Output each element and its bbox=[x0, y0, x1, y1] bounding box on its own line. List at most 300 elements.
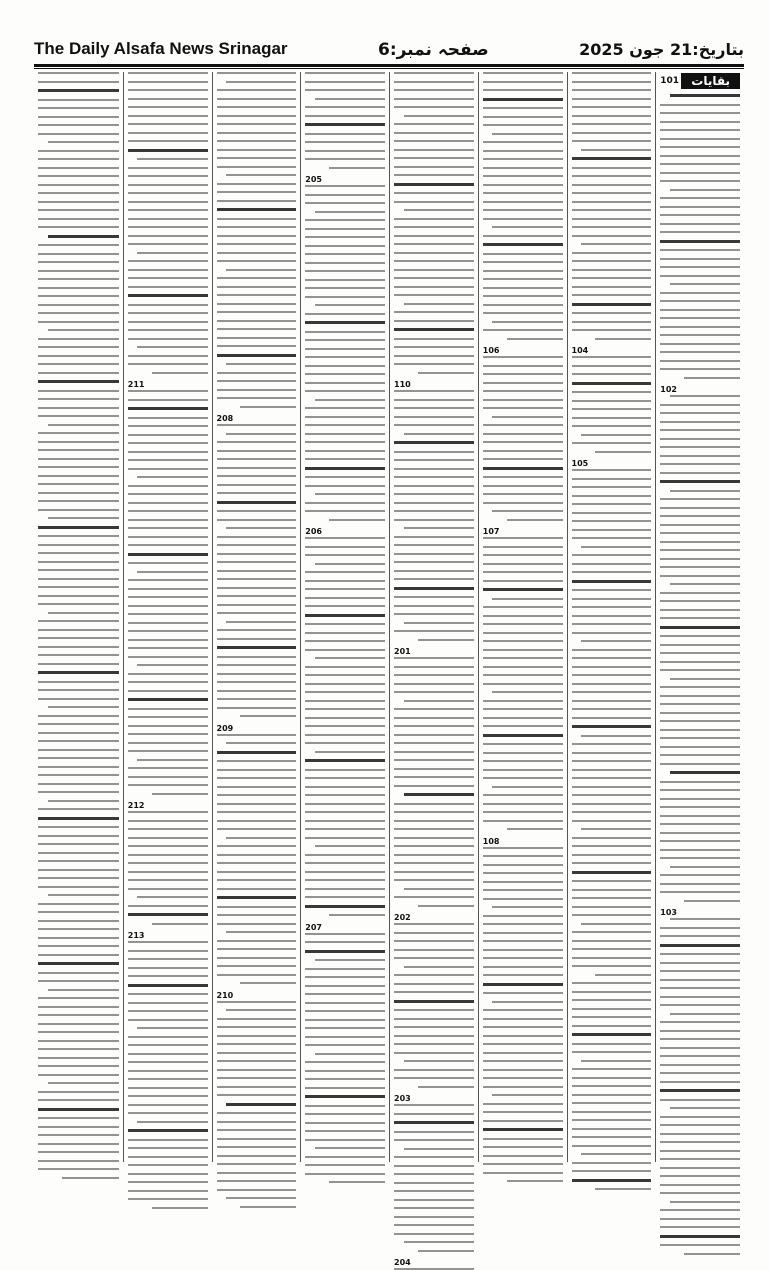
text-line bbox=[483, 898, 563, 900]
text-line bbox=[394, 363, 474, 365]
text-line bbox=[670, 283, 740, 285]
text-line bbox=[572, 674, 652, 676]
text-line bbox=[128, 975, 208, 977]
text-line bbox=[670, 189, 740, 191]
text-line bbox=[394, 1207, 474, 1209]
text-line bbox=[305, 1130, 385, 1132]
text-line bbox=[483, 820, 563, 822]
text-line bbox=[670, 678, 740, 680]
text-line bbox=[38, 1108, 119, 1111]
text-line bbox=[38, 962, 119, 965]
text-line bbox=[217, 888, 297, 890]
text-line bbox=[305, 150, 385, 152]
text-line bbox=[217, 1146, 297, 1148]
text-line bbox=[305, 1019, 385, 1021]
text-line bbox=[394, 776, 474, 778]
text-line bbox=[394, 311, 474, 313]
text-line bbox=[572, 769, 652, 771]
text-column bbox=[212, 72, 301, 1162]
text-line bbox=[217, 820, 297, 822]
text-line bbox=[394, 106, 474, 108]
text-line bbox=[483, 563, 563, 565]
text-line bbox=[394, 803, 474, 805]
text-line bbox=[38, 116, 119, 118]
text-line bbox=[660, 412, 740, 414]
text-line bbox=[128, 510, 208, 512]
text-line bbox=[217, 1001, 297, 1003]
text-line bbox=[305, 356, 385, 358]
text-line bbox=[128, 1181, 208, 1183]
text-line bbox=[217, 1180, 297, 1182]
text-line bbox=[660, 309, 740, 311]
text-line bbox=[660, 138, 740, 140]
text-line bbox=[128, 784, 208, 786]
text-line bbox=[483, 107, 563, 109]
text-line bbox=[128, 434, 208, 436]
text-line bbox=[38, 1126, 119, 1128]
text-line bbox=[483, 606, 563, 608]
text-line bbox=[128, 681, 208, 683]
text-line bbox=[394, 252, 474, 254]
text-line bbox=[62, 1177, 119, 1179]
text-line bbox=[38, 312, 119, 314]
text-line bbox=[572, 725, 652, 728]
text-line bbox=[128, 468, 208, 470]
text-line bbox=[38, 595, 119, 597]
text-line bbox=[128, 544, 208, 546]
text-line bbox=[572, 666, 652, 668]
text-line bbox=[483, 89, 563, 91]
text-line bbox=[483, 1120, 563, 1122]
text-line bbox=[572, 425, 652, 427]
text-line bbox=[217, 1026, 297, 1028]
text-line bbox=[572, 1077, 652, 1079]
text-line bbox=[572, 683, 652, 685]
text-line bbox=[128, 1036, 208, 1038]
text-line bbox=[394, 536, 474, 538]
text-line bbox=[305, 725, 385, 727]
text-line bbox=[595, 1188, 651, 1190]
text-line bbox=[394, 932, 474, 934]
text-line bbox=[394, 72, 474, 74]
text-line bbox=[217, 646, 297, 649]
text-line bbox=[305, 339, 385, 341]
text-line bbox=[128, 656, 208, 658]
text-line bbox=[128, 1019, 208, 1021]
text-line bbox=[483, 253, 563, 255]
text-line bbox=[128, 1190, 208, 1192]
paragraph-text bbox=[660, 918, 740, 1255]
text-line bbox=[660, 832, 740, 834]
text-line bbox=[128, 871, 208, 873]
text-line bbox=[660, 1244, 740, 1246]
text-line bbox=[128, 811, 208, 813]
text-line bbox=[483, 683, 563, 685]
text-line bbox=[217, 786, 297, 788]
text-line bbox=[394, 502, 474, 504]
text-line bbox=[394, 1173, 474, 1175]
text-line bbox=[217, 811, 297, 813]
text-line bbox=[38, 629, 119, 631]
text-line bbox=[217, 235, 297, 237]
text-line bbox=[226, 1103, 296, 1106]
text-line bbox=[684, 1253, 740, 1255]
text-line bbox=[572, 897, 652, 899]
text-line bbox=[305, 262, 385, 264]
text-line bbox=[305, 614, 385, 617]
text-line bbox=[483, 433, 563, 435]
text-line bbox=[660, 840, 740, 842]
text-line bbox=[128, 588, 208, 590]
text-line bbox=[483, 580, 563, 582]
text-line bbox=[305, 708, 385, 710]
text-line bbox=[217, 200, 297, 202]
text-line bbox=[217, 140, 297, 142]
text-line bbox=[660, 763, 740, 765]
text-line bbox=[217, 595, 297, 597]
text-line bbox=[572, 940, 652, 942]
text-line bbox=[38, 355, 119, 357]
text-line bbox=[572, 329, 652, 331]
text-line bbox=[217, 681, 297, 683]
text-line bbox=[483, 974, 563, 976]
text-line bbox=[660, 669, 740, 671]
text-line bbox=[394, 742, 474, 744]
text-line bbox=[217, 1077, 297, 1079]
text-line bbox=[394, 957, 474, 959]
text-line bbox=[572, 184, 652, 186]
text-line bbox=[572, 209, 652, 211]
text-line bbox=[660, 1064, 740, 1066]
continuation-marker: 213 bbox=[127, 931, 145, 940]
text-line bbox=[128, 879, 208, 881]
text-line bbox=[572, 571, 652, 573]
text-line bbox=[404, 888, 474, 890]
text-line bbox=[128, 1010, 208, 1012]
text-line bbox=[128, 312, 208, 314]
continuation-marker: 103 bbox=[660, 908, 677, 917]
text-line bbox=[572, 140, 652, 142]
text-line bbox=[315, 1147, 385, 1149]
text-line bbox=[394, 1131, 474, 1133]
text-line bbox=[217, 845, 297, 847]
text-line bbox=[305, 373, 385, 375]
text-line bbox=[217, 226, 297, 228]
text-line bbox=[128, 184, 208, 186]
text-line bbox=[660, 737, 740, 739]
text-line bbox=[128, 698, 208, 701]
text-line bbox=[305, 941, 385, 943]
text-line bbox=[483, 1026, 563, 1028]
text-line bbox=[38, 1074, 119, 1076]
text-line bbox=[394, 1018, 474, 1020]
text-line bbox=[217, 183, 297, 185]
text-line bbox=[394, 683, 474, 685]
text-line bbox=[660, 927, 740, 929]
text-line bbox=[305, 879, 385, 881]
text-line bbox=[394, 657, 474, 659]
text-line bbox=[305, 905, 385, 908]
paragraph-text bbox=[483, 72, 563, 340]
text-line bbox=[394, 725, 474, 727]
paragraph-text bbox=[38, 72, 119, 1179]
paragraph-text bbox=[305, 185, 385, 521]
text-line bbox=[38, 372, 119, 374]
text-line bbox=[38, 911, 119, 913]
text-line bbox=[217, 1112, 297, 1114]
continuation-marker: 209 bbox=[216, 723, 234, 733]
continuation-marker: 202 bbox=[394, 913, 411, 922]
text-line bbox=[507, 828, 563, 830]
text-line bbox=[217, 828, 297, 830]
text-line bbox=[305, 458, 385, 460]
text-line bbox=[660, 317, 740, 319]
text-line bbox=[38, 535, 119, 537]
text-line bbox=[128, 888, 208, 890]
text-line bbox=[492, 786, 562, 788]
text-line bbox=[128, 1070, 208, 1072]
text-line bbox=[483, 588, 563, 591]
text-line bbox=[217, 1138, 297, 1140]
text-line bbox=[418, 372, 474, 374]
text-line bbox=[226, 269, 296, 271]
text-column bbox=[655, 72, 744, 1162]
text-line bbox=[394, 157, 474, 159]
text-line bbox=[128, 993, 208, 995]
text-line bbox=[660, 146, 740, 148]
text-line bbox=[394, 1077, 474, 1079]
text-line bbox=[483, 116, 563, 118]
text-line bbox=[128, 106, 208, 108]
text-line bbox=[137, 896, 207, 898]
text-line bbox=[38, 287, 119, 289]
text-line bbox=[128, 776, 208, 778]
text-line bbox=[394, 485, 474, 487]
text-line bbox=[152, 1207, 208, 1209]
text-line bbox=[660, 180, 740, 182]
text-line bbox=[217, 354, 297, 357]
text-line bbox=[38, 492, 119, 494]
text-line bbox=[394, 785, 474, 787]
text-line bbox=[217, 1069, 297, 1071]
text-line bbox=[572, 442, 652, 444]
text-line bbox=[38, 1057, 119, 1059]
text-line bbox=[217, 570, 297, 572]
text-line bbox=[418, 905, 474, 907]
text-line bbox=[305, 674, 385, 676]
text-line bbox=[660, 987, 740, 989]
text-line bbox=[217, 441, 297, 443]
text-line bbox=[394, 1233, 474, 1235]
text-line bbox=[137, 1121, 207, 1123]
text-line bbox=[483, 640, 563, 642]
text-line bbox=[38, 338, 119, 340]
text-columns bbox=[34, 72, 744, 1267]
text-line bbox=[217, 166, 297, 168]
text-line bbox=[394, 630, 474, 632]
text-line bbox=[394, 845, 474, 847]
text-line bbox=[660, 326, 740, 328]
text-column bbox=[567, 72, 656, 1162]
text-line bbox=[483, 811, 563, 813]
text-line bbox=[305, 450, 385, 452]
text-line bbox=[128, 1087, 208, 1089]
text-line bbox=[483, 1009, 563, 1011]
text-line bbox=[305, 441, 385, 443]
text-line bbox=[128, 1129, 208, 1132]
paragraph-text bbox=[483, 537, 563, 830]
text-line bbox=[660, 240, 740, 243]
text-line bbox=[217, 328, 297, 330]
text-line bbox=[483, 1111, 563, 1113]
text-line bbox=[404, 115, 474, 117]
text-line bbox=[394, 1035, 474, 1037]
text-line bbox=[305, 279, 385, 281]
text-line bbox=[137, 476, 207, 478]
text-line bbox=[572, 1051, 652, 1053]
text-line bbox=[492, 1001, 562, 1003]
text-line bbox=[38, 133, 119, 135]
text-line bbox=[128, 536, 208, 538]
text-line bbox=[128, 1053, 208, 1055]
text-line bbox=[128, 579, 208, 581]
text-line bbox=[305, 270, 385, 272]
text-line bbox=[660, 1235, 740, 1238]
text-line bbox=[572, 495, 652, 497]
text-line bbox=[48, 517, 119, 519]
text-line bbox=[572, 554, 652, 556]
text-line bbox=[572, 157, 652, 160]
text-line bbox=[38, 124, 119, 126]
text-line bbox=[128, 742, 208, 744]
text-line bbox=[226, 742, 296, 744]
text-line bbox=[305, 1122, 385, 1124]
text-line bbox=[572, 632, 652, 634]
text-line bbox=[305, 476, 385, 478]
text-line bbox=[217, 673, 297, 675]
text-line bbox=[660, 1167, 740, 1169]
text-line bbox=[660, 962, 740, 964]
text-line bbox=[483, 450, 563, 452]
text-line bbox=[305, 510, 385, 512]
text-line bbox=[483, 889, 563, 891]
text-line bbox=[315, 211, 385, 213]
text-line bbox=[394, 519, 474, 521]
text-line bbox=[38, 295, 119, 297]
text-line bbox=[217, 191, 297, 193]
text-line bbox=[483, 329, 563, 331]
text-line bbox=[38, 72, 119, 74]
text-line bbox=[305, 588, 385, 590]
text-line bbox=[394, 561, 474, 563]
text-line bbox=[581, 546, 651, 548]
text-line bbox=[660, 112, 740, 114]
text-line bbox=[128, 553, 208, 556]
text-line bbox=[572, 123, 652, 125]
text-line bbox=[572, 743, 652, 745]
text-line bbox=[217, 252, 297, 254]
text-line bbox=[217, 467, 297, 469]
text-line bbox=[217, 1094, 297, 1096]
text-line bbox=[217, 98, 297, 100]
text-line bbox=[38, 586, 119, 588]
text-line bbox=[572, 235, 652, 237]
text-line bbox=[38, 740, 119, 742]
text-line bbox=[217, 906, 297, 908]
text-line bbox=[572, 889, 652, 891]
text-line bbox=[660, 300, 740, 302]
text-line bbox=[394, 390, 474, 392]
text-line bbox=[48, 894, 119, 896]
text-line bbox=[38, 192, 119, 194]
text-line bbox=[660, 935, 740, 937]
text-line bbox=[660, 463, 740, 465]
text-line bbox=[128, 1078, 208, 1080]
paragraph-text bbox=[572, 469, 652, 976]
text-line bbox=[483, 760, 563, 762]
text-line bbox=[217, 536, 297, 538]
text-line bbox=[572, 312, 652, 314]
paragraph-text bbox=[128, 811, 208, 925]
text-line bbox=[483, 365, 563, 367]
text-line bbox=[217, 510, 297, 512]
text-line bbox=[572, 623, 652, 625]
text-line bbox=[483, 571, 563, 573]
continuation-marker: 211 bbox=[127, 380, 145, 389]
text-line bbox=[38, 363, 119, 365]
text-line bbox=[305, 424, 385, 426]
text-line bbox=[394, 416, 474, 418]
text-line bbox=[394, 605, 474, 607]
text-line bbox=[38, 783, 119, 785]
text-line bbox=[572, 999, 652, 1001]
text-line bbox=[394, 140, 474, 142]
text-line bbox=[660, 609, 740, 611]
text-line bbox=[38, 483, 119, 485]
text-line bbox=[38, 175, 119, 177]
text-line bbox=[660, 507, 740, 509]
text-line bbox=[217, 1163, 297, 1165]
text-line bbox=[660, 549, 740, 551]
text-line bbox=[305, 416, 385, 418]
text-line bbox=[38, 475, 119, 477]
text-line bbox=[394, 578, 474, 580]
continuation-marker: 210 bbox=[216, 990, 234, 1000]
text-line bbox=[404, 1241, 474, 1243]
text-line bbox=[128, 905, 208, 907]
text-line bbox=[38, 1048, 119, 1050]
text-line bbox=[660, 206, 740, 208]
text-line bbox=[572, 845, 652, 847]
text-line bbox=[572, 260, 652, 262]
text-line bbox=[660, 1081, 740, 1083]
text-line bbox=[572, 269, 652, 271]
text-line bbox=[404, 622, 474, 624]
text-line bbox=[128, 363, 208, 365]
text-line bbox=[492, 321, 562, 323]
text-line bbox=[305, 759, 385, 762]
text-line bbox=[660, 635, 740, 637]
text-line bbox=[38, 552, 119, 554]
text-line bbox=[305, 862, 385, 864]
text-line bbox=[305, 968, 385, 970]
text-line bbox=[572, 132, 652, 134]
text-line bbox=[670, 771, 740, 774]
text-line bbox=[492, 1094, 562, 1096]
text-line bbox=[128, 622, 208, 624]
text-line bbox=[38, 671, 119, 674]
continuation-marker: 212 bbox=[127, 801, 145, 810]
